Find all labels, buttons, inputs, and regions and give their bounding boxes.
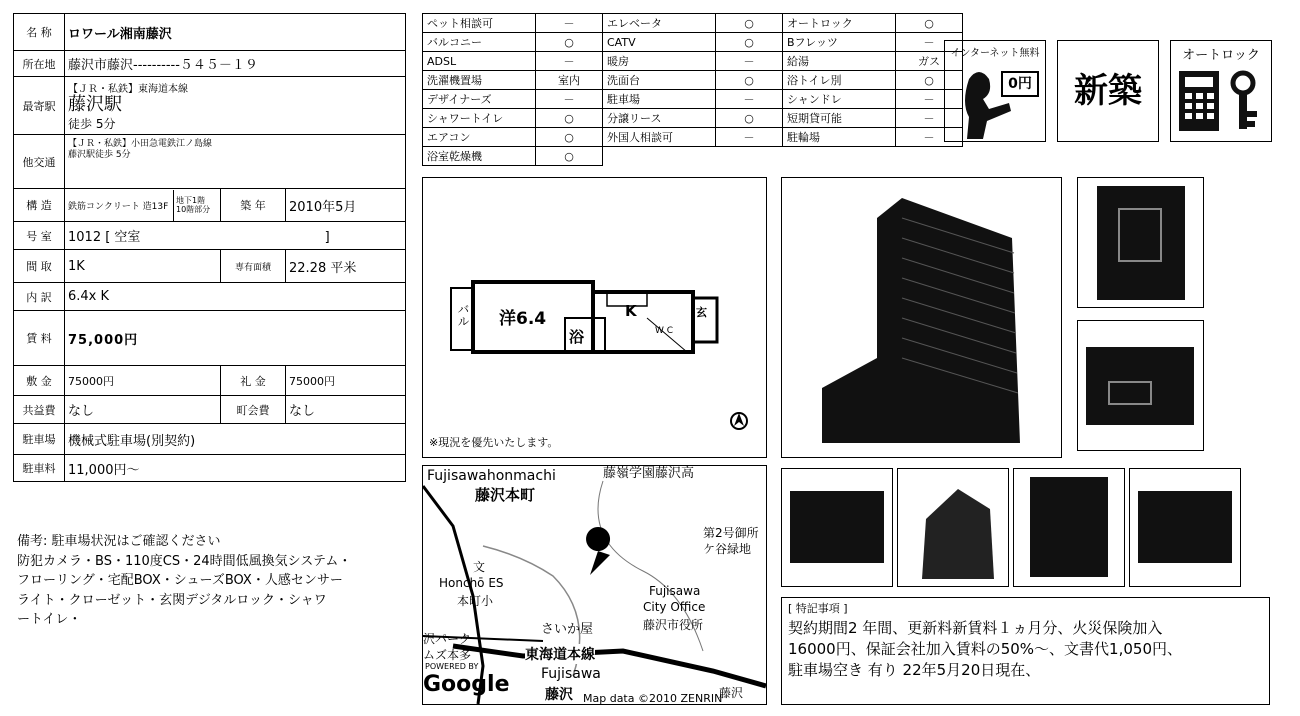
amenity-name: オートロック	[783, 14, 896, 33]
other-transport-line: 【ＪＲ・私鉄】小田急電鉄江ノ島線	[68, 139, 213, 149]
amenity-value: －	[896, 33, 963, 52]
name-label: 名 称	[14, 14, 65, 51]
map-school-jp: 本町小	[457, 594, 494, 608]
floorplan-note: ※現況を優先いたします。	[429, 436, 559, 449]
rent-label: 賃 料	[14, 311, 65, 366]
balcony-label: バル	[456, 303, 470, 327]
amenity-row	[423, 109, 963, 128]
map-school-top: 藤嶺学園藤沢高	[603, 466, 695, 481]
room-close: ]	[324, 230, 330, 245]
amenity-row	[423, 14, 963, 33]
amenity-name: 駐車場	[603, 90, 716, 109]
map-office-en1: Fujisawa	[649, 584, 701, 598]
common-fee-value: なし	[65, 396, 221, 424]
structure-label: 構 造	[14, 189, 65, 222]
remarks-line: 備考: 駐車場状況はご確認ください	[17, 534, 221, 549]
rent-value: 75,000円	[65, 311, 406, 366]
special-notes	[781, 597, 1270, 705]
amenity-name: 短期貸可能	[783, 109, 896, 128]
structure-value: 鉄筋コンクリート 造13F	[68, 201, 169, 212]
parking-fee-label: 駐車料	[14, 455, 65, 482]
amenity-name: ADSL	[423, 52, 536, 71]
amenity-value: ○	[536, 33, 603, 52]
amenity-row	[423, 128, 963, 147]
address-value: 藤沢市藤沢----------５４５－１９	[65, 51, 406, 77]
auto-lock-label: オートロック	[1182, 48, 1260, 63]
amenity-value: ○	[896, 14, 963, 33]
map-office-en2: City Office	[643, 600, 706, 614]
room-label: 号 室	[14, 222, 65, 250]
remarks-line: ライト・クローゼット・玄関デジタルロック・シャワ	[17, 592, 327, 608]
town-fee-value: なし	[286, 396, 406, 424]
map-park-left-2: ムズ本多	[423, 648, 472, 662]
special-line: 駐車場空き 有り 22年5月20日現在、	[788, 661, 1041, 679]
amenity-name: 暖房	[603, 52, 716, 71]
remarks	[17, 532, 407, 630]
amenity-row	[423, 90, 963, 109]
special-line: 契約期間2 年間、更新料新賃料１ヵ月分、火災保険加入	[788, 619, 1163, 637]
wc-label: W C	[655, 326, 674, 336]
structure-cell	[65, 189, 221, 222]
amenity-value: 室内	[536, 71, 603, 90]
key-money-value: 75000円	[286, 366, 406, 396]
building-image	[782, 178, 1061, 457]
other-transport-walk: 藤沢駅徒歩 5分	[68, 150, 131, 160]
parking-fee-value: 11,000円～	[65, 455, 406, 482]
station-walk: 徒歩 5分	[68, 116, 116, 131]
map-area1-jp: 藤沢本町	[475, 486, 536, 504]
amenity-value: ○	[896, 71, 963, 90]
amenity-value: ガス	[896, 52, 963, 71]
amenity-row	[423, 33, 963, 52]
compass-icon	[728, 410, 750, 432]
amenity-name: 浴室乾燥機	[423, 147, 536, 166]
internet-free-badge	[944, 40, 1046, 142]
property-name: ロワール湘南藤沢	[65, 14, 406, 51]
kitchen-label: K	[625, 302, 637, 320]
detail-label: 内 訳	[14, 283, 65, 311]
interior-photo-2	[1077, 320, 1204, 451]
bath-label: 浴	[569, 328, 585, 346]
map-park-left-1: 沢パーク	[423, 632, 472, 646]
photo-thumb-1	[781, 468, 893, 587]
detail-value: 6.4x K	[65, 283, 406, 311]
amenity-name: 浴トイレ別	[783, 71, 896, 90]
floorplan-panel	[422, 177, 767, 458]
zero-yen-label: 0円	[1001, 71, 1039, 97]
building-thumb-image	[898, 469, 1008, 586]
layout-label: 間 取	[14, 250, 65, 283]
map-park-2: ケ谷緑地	[703, 542, 752, 556]
amenity-value: －	[896, 109, 963, 128]
station-line: 【ＪＲ・私鉄】東海道本線	[68, 83, 188, 95]
amenity-name: エレベータ	[603, 14, 716, 33]
amenity-name: バルコニー	[423, 33, 536, 52]
property-info-table	[13, 13, 406, 482]
remarks-line: 防犯カメラ・BS・110度CS・24時間低風換気システム・	[17, 553, 352, 569]
amenity-name: エアコン	[423, 128, 536, 147]
map-line: 東海道本線	[525, 644, 595, 664]
map-station-jp: 藤沢	[545, 687, 573, 703]
parking-label: 駐車場	[14, 424, 65, 455]
amenity-value: ○	[536, 147, 603, 166]
auto-lock-badge	[1170, 40, 1272, 142]
amenity-value: ○	[716, 71, 783, 90]
amenity-name: 洗面台	[603, 71, 716, 90]
amenity-value: －	[716, 128, 783, 147]
map-school-mark: 文	[473, 560, 486, 574]
special-line: 16000円、保証会社加入賃料の50%～、文書代1,050円、	[788, 640, 1183, 658]
map-powered: POWERED BY	[425, 662, 479, 671]
station-cell	[65, 77, 406, 135]
amenity-name: シャンドレ	[783, 90, 896, 109]
interior-photo-1	[1077, 177, 1204, 308]
map-credit: Map data ©2010 ZENRIN	[583, 692, 723, 705]
amenity-name: 外国人相談可	[603, 128, 716, 147]
amenity-name: シャワートイレ	[423, 109, 536, 128]
amenity-value: －	[716, 52, 783, 71]
map-saika: さいか屋	[541, 622, 594, 637]
amenity-value: ○	[536, 109, 603, 128]
address-label: 所在地	[14, 51, 65, 77]
amenity-value: －	[536, 52, 603, 71]
map-area1-en: Fujisawahonmachi	[427, 468, 556, 484]
amenity-value: －	[896, 128, 963, 147]
area-label: 専有面積	[221, 250, 286, 283]
amenity-value: ○	[716, 109, 783, 128]
amenity-name: 分譲リース	[603, 109, 716, 128]
entrance-label: 玄	[696, 306, 707, 319]
amenity-name: デザイナーズ	[423, 90, 536, 109]
key-money-label: 礼 金	[221, 366, 286, 396]
other-transport-label: 他交通	[14, 135, 65, 189]
amenity-value: －	[896, 90, 963, 109]
amenity-row	[423, 147, 963, 166]
built-value: 2010年5月	[286, 189, 406, 222]
common-fee-label: 共益費	[14, 396, 65, 424]
map-google-logo: Google	[423, 672, 510, 697]
map-station-right: 藤沢	[719, 686, 744, 700]
station-label: 最寄駅	[14, 77, 65, 135]
remarks-line: ートイレ・	[17, 612, 82, 627]
amenities-table	[422, 13, 963, 166]
remarks-line: フローリング・宅配BOX・シューズBOX・人感センサー	[17, 573, 343, 588]
photo-thumb-2	[897, 468, 1009, 587]
keypad-key-icon	[1177, 65, 1267, 137]
amenity-name: 給湯	[783, 52, 896, 71]
amenity-value: ○	[716, 33, 783, 52]
other-transport-cell	[65, 135, 406, 189]
internet-free-label: インターネット無料	[950, 48, 1040, 59]
deposit-value: 75000円	[65, 366, 221, 396]
parking-value: 機械式駐車場(別契約)	[65, 424, 406, 455]
amenity-name: Bフレッツ	[783, 33, 896, 52]
amenity-value: ○	[536, 128, 603, 147]
amenity-value: －	[536, 90, 603, 109]
amenity-name: 洗濯機置場	[423, 71, 536, 90]
room-size-label: 洋6.4	[499, 309, 547, 329]
map-park-1: 第2号御所	[703, 526, 759, 540]
built-label: 築 年	[221, 189, 286, 222]
amenity-row	[423, 71, 963, 90]
floors-line-1: 地下1階	[176, 196, 206, 205]
amenity-row	[423, 52, 963, 71]
photo-thumb-3	[1013, 468, 1125, 587]
amenity-name: CATV	[603, 33, 716, 52]
amenity-value: －	[536, 14, 603, 33]
station-name: 藤沢駅	[68, 93, 122, 115]
map-school-en: Honchō ES	[439, 576, 504, 590]
photo-thumb-4	[1129, 468, 1241, 587]
room-cell	[65, 222, 406, 250]
amenity-name: ペット相談可	[423, 14, 536, 33]
building-photo	[781, 177, 1062, 458]
amenity-name: 駐輪場	[783, 128, 896, 147]
layout-value: 1K	[65, 250, 221, 283]
special-title: [ 特記事項 ]	[788, 602, 848, 615]
deposit-label: 敷 金	[14, 366, 65, 396]
amenity-value: －	[716, 90, 783, 109]
map-office-jp: 藤沢市役所	[643, 618, 704, 632]
floors-line-2: 10階部分	[176, 205, 211, 214]
map-panel	[422, 465, 767, 705]
amenity-value: ○	[716, 14, 783, 33]
new-build-badge	[1057, 40, 1159, 142]
room-value: 1012 [ 空室	[68, 230, 141, 245]
area-value: 22.28 平米	[286, 250, 406, 283]
town-fee-label: 町会費	[221, 396, 286, 424]
new-build-label: 新築	[1074, 71, 1142, 111]
map-station-en: Fujisawa	[541, 666, 601, 682]
